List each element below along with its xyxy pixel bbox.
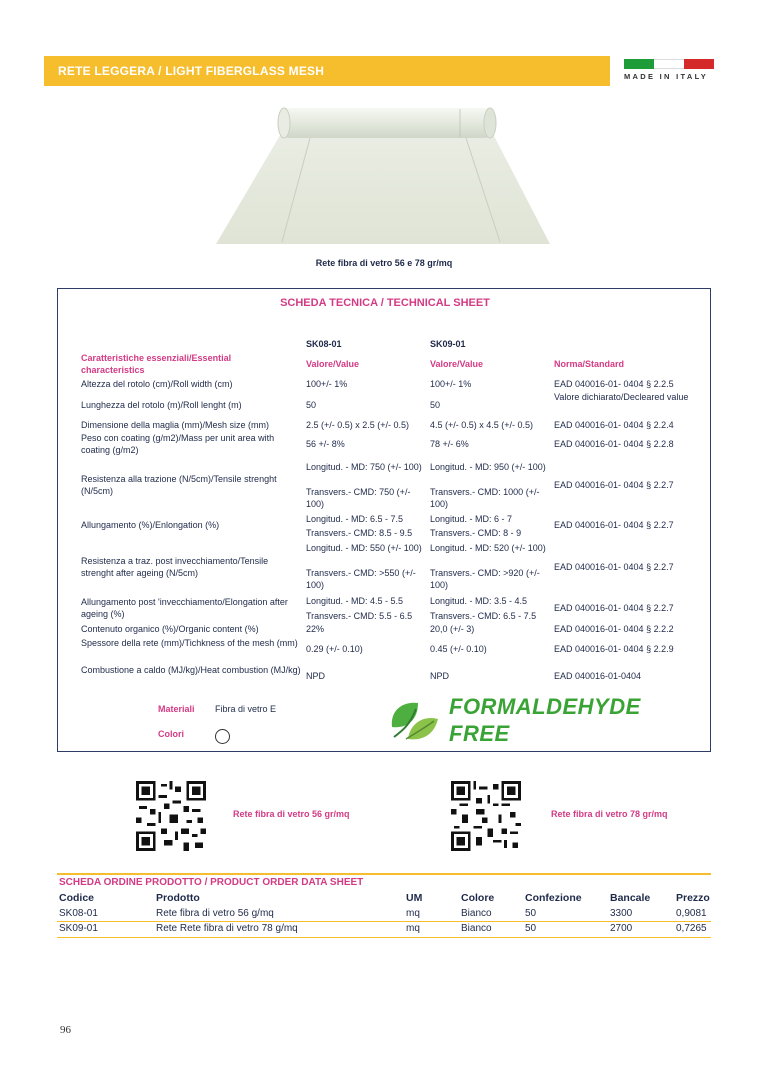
order-row-1-price: 0,9081 bbox=[676, 908, 707, 919]
row-value-sk09: 100+/- 1% bbox=[430, 379, 472, 389]
row-value-sk08: 2.5 (+/- 0.5) x 2.5 (+/- 0.5) bbox=[306, 420, 410, 430]
row-standard: EAD 040016-01- 0404 § 2.2.5 bbox=[554, 379, 674, 389]
order-row-2-um: mq bbox=[406, 923, 420, 934]
row-value-sk09-md: Longitud. - MD: 6 - 7 bbox=[430, 514, 513, 524]
row-standard: Valore dichiarato/Decleared value bbox=[554, 392, 689, 402]
row-value-sk08: 0.29 (+/- 0.10) bbox=[306, 644, 363, 654]
title-bar bbox=[44, 56, 610, 86]
order-row-2-code: SK09-01 bbox=[59, 923, 98, 934]
photo-caption: Rete fibra di vetro 56 e 78 gr/mq bbox=[315, 258, 453, 268]
row-label: Allungamento (%)/Enlongation (%) bbox=[81, 520, 220, 530]
row-value-sk09: 4.5 (+/- 0.5) x 4.5 (+/- 0.5) bbox=[430, 420, 534, 430]
order-row-1-package: 50 bbox=[525, 908, 537, 919]
row-label: Lunghezza del rotolo (m)/Roll lenght (m) bbox=[81, 400, 242, 410]
row-value-sk09-cmd: Transvers.- CMD: >920 (+/- 100) bbox=[430, 568, 540, 590]
row-value-sk09-md: Longitud. - MD: 3.5 - 4.5 bbox=[430, 596, 528, 606]
column-characteristics: Caratteristiche essenziali/Essential characteristics bbox=[81, 353, 232, 375]
column-sk09-code: SK09-01 bbox=[430, 339, 466, 349]
row-value-sk08-md: Longitud. - MD: 6.5 - 7.5 bbox=[306, 514, 404, 524]
order-row-1-product: Rete fibra di vetro 56 g/mq bbox=[156, 908, 274, 919]
page-title: RETE LEGGERA / LIGHT FIBERGLASS MESH bbox=[58, 64, 325, 78]
row-value-sk09: 20,0 (+/- 3) bbox=[430, 624, 475, 634]
order-row-1-pallet: 3300 bbox=[610, 908, 633, 919]
order-header-price: Prezzo bbox=[676, 892, 710, 904]
order-row-2-pallet: 2700 bbox=[610, 923, 633, 934]
row-standard: EAD 040016-01- 0404 § 2.2.2 bbox=[554, 624, 674, 634]
row-standard: EAD 040016-01- 0404 § 2.2.7 bbox=[554, 562, 674, 572]
row-value-sk09: NPD bbox=[430, 671, 450, 681]
order-row-2-color: Bianco bbox=[461, 923, 492, 934]
row-standard: EAD 040016-01- 0404 § 2.2.9 bbox=[554, 644, 674, 654]
row-value-sk08: 22% bbox=[306, 624, 325, 634]
qr-caption-78: Rete fibra di vetro 78 gr/mq bbox=[551, 809, 668, 819]
row-label: Altezza del rotolo (cm)/Roll width (cm) bbox=[81, 379, 233, 389]
order-row-2-price: 0,7265 bbox=[676, 923, 707, 934]
row-value-sk09: 0.45 (+/- 0.10) bbox=[430, 644, 487, 654]
row-value-sk08-md: Longitud. - MD: 750 (+/- 100) bbox=[306, 462, 422, 472]
row-label: Combustione a caldo (MJ/kg)/Heat combustion (MJ/kg) bbox=[81, 665, 301, 675]
order-header-pallet: Bancale bbox=[610, 892, 651, 904]
fiberglass-mesh-roll-image bbox=[210, 98, 555, 250]
row-label: Resistenza alla trazione (N/5cm)/Tensile strenght (N/5cm) bbox=[81, 474, 277, 496]
formaldehyde-free-line1: FORMALDEHYDE bbox=[449, 694, 641, 719]
order-header-product: Prodotto bbox=[156, 892, 200, 904]
row-value-sk08: 100+/- 1% bbox=[306, 379, 348, 389]
column-standard: Norma/Standard bbox=[554, 359, 625, 369]
materials-label: Materiali bbox=[158, 704, 195, 714]
formaldehyde-free-line2: FREE bbox=[449, 721, 510, 746]
row-value-sk08-cmd: Transvers.- CMD: 5.5 - 6.5 bbox=[306, 611, 413, 621]
order-header-color: Colore bbox=[461, 892, 495, 904]
made-in-italy-label: MADE IN ITALY bbox=[624, 72, 709, 81]
order-header-package: Confezione bbox=[525, 892, 582, 904]
row-value-sk08: 56 +/- 8% bbox=[306, 439, 345, 449]
row-value-sk08-md: Longitud. - MD: 550 (+/- 100) bbox=[306, 543, 422, 553]
row-value-sk08-cmd: Transvers.- CMD: 8.5 - 9.5 bbox=[306, 528, 413, 538]
row-standard: EAD 040016-01- 0404 § 2.2.8 bbox=[554, 439, 674, 449]
row-value-sk08-md: Longitud. - MD: 4.5 - 5.5 bbox=[306, 596, 404, 606]
column-value-1: Valore/Value bbox=[306, 359, 360, 369]
order-row-2-package: 50 bbox=[525, 923, 537, 934]
row-label: Resistenza a traz. post invecchiamento/Tensile strenght after ageing (N/5cm) bbox=[81, 556, 269, 578]
row-standard: EAD 040016-01- 0404 § 2.2.4 bbox=[554, 420, 674, 430]
qr-code-icon[interactable] bbox=[451, 781, 521, 851]
color-swatch-white bbox=[215, 729, 230, 744]
order-row-2-product: Rete Rete fibra di vetro 78 g/mq bbox=[156, 923, 298, 934]
row-value-sk08: NPD bbox=[306, 671, 326, 681]
row-value-sk09-cmd: Transvers.- CMD: 1000 (+/- 100) bbox=[430, 487, 540, 509]
order-divider-top bbox=[57, 873, 711, 875]
italian-flag-icon bbox=[624, 59, 714, 69]
technical-sheet-title: SCHEDA TECNICA / TECHNICAL SHEET bbox=[280, 297, 490, 309]
row-standard: EAD 040016-01-0404 bbox=[554, 671, 642, 681]
qr-caption-56: Rete fibra di vetro 56 gr/mq bbox=[233, 809, 350, 819]
leaf-icon bbox=[388, 697, 440, 743]
row-value-sk09-md: Longitud. - MD: 950 (+/- 100) bbox=[430, 462, 546, 472]
row-label: Spessore della rete (mm)/Tichkness of the mesh (mm) bbox=[81, 638, 298, 648]
row-value-sk09-cmd: Transvers.- CMD: 6.5 - 7.5 bbox=[430, 611, 537, 621]
column-sk08-code: SK08-01 bbox=[306, 339, 342, 349]
row-value-sk09-cmd: Transvers.- CMD: 8 - 9 bbox=[430, 528, 522, 538]
row-standard: EAD 040016-01- 0404 § 2.2.7 bbox=[554, 520, 674, 530]
order-row-1-code: SK08-01 bbox=[59, 908, 98, 919]
order-row-1-um: mq bbox=[406, 908, 420, 919]
row-value-sk08: 50 bbox=[306, 400, 317, 410]
technical-sheet bbox=[57, 288, 711, 752]
order-row-1-color: Bianco bbox=[461, 908, 492, 919]
order-header-code: Codice bbox=[59, 892, 95, 904]
order-bottom-divider bbox=[57, 937, 711, 938]
row-label: Allungamento post 'invecchiamento/Elongation after ageing (%) bbox=[81, 597, 288, 619]
page-number: 96 bbox=[60, 1024, 71, 1036]
row-standard: EAD 040016-01- 0404 § 2.2.7 bbox=[554, 480, 674, 490]
row-value-sk09: 50 bbox=[430, 400, 441, 410]
row-label: Contenuto organico (%)/Organic content (%) bbox=[81, 624, 259, 634]
row-value-sk08-cmd: Transvers.- CMD: >550 (+/- 100) bbox=[306, 568, 416, 590]
row-label: Dimensione della maglia (mm)/Mesh size (mm) bbox=[81, 420, 270, 430]
qr-code-icon[interactable] bbox=[136, 781, 206, 851]
row-label: Peso con coating (g/m2)/Mass per unit area with coating (g/m2) bbox=[81, 433, 275, 455]
order-row-divider bbox=[57, 921, 711, 922]
row-value-sk09-md: Longitud. - MD: 520 (+/- 100) bbox=[430, 543, 546, 553]
order-sheet-title: SCHEDA ORDINE PRODOTTO / PRODUCT ORDER DATA SHEET bbox=[59, 877, 364, 888]
colors-label: Colori bbox=[158, 729, 184, 739]
row-value-sk08-cmd: Transvers.- CMD: 750 (+/- 100) bbox=[306, 487, 411, 509]
column-value-2: Valore/Value bbox=[430, 359, 484, 369]
materials-value: Fibra di vetro E bbox=[215, 704, 277, 714]
row-standard: EAD 040016-01- 0404 § 2.2.7 bbox=[554, 603, 674, 613]
row-value-sk09: 78 +/- 6% bbox=[430, 439, 469, 449]
order-header-um: UM bbox=[406, 892, 423, 904]
